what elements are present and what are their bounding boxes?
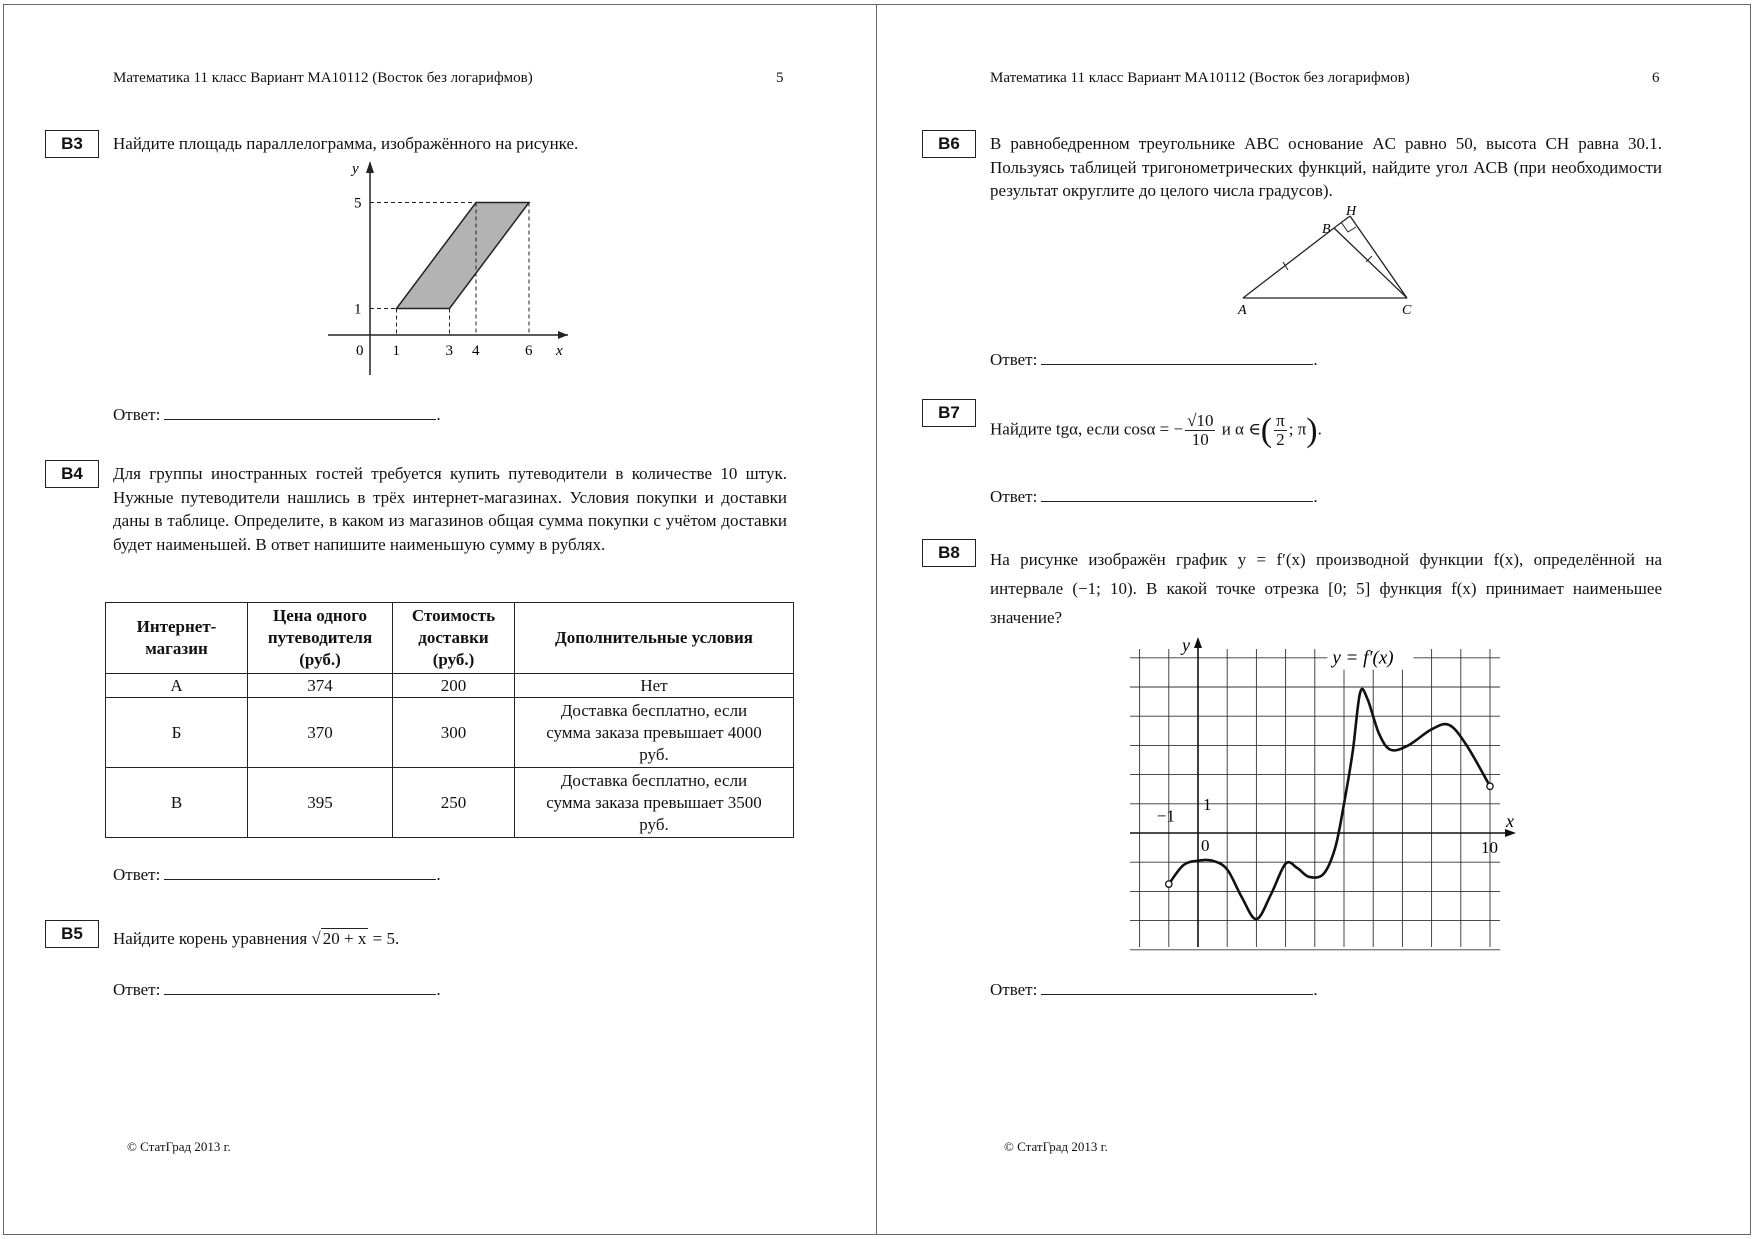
- b6-answer: Ответ: .: [990, 350, 1318, 369]
- table-cell: Доставка бесплатно, если сумма заказа превышает 3500 руб.: [515, 768, 794, 838]
- y-axis-label: y: [1182, 635, 1190, 655]
- b7-question: Найдите tgα, если cosα = − $\frac{√10}{10}$ и α ∈( $\frac{\pi}{2}$ ; π).: [990, 411, 1322, 449]
- b7-text-a: Найдите tgα, если cosα = −: [990, 419, 1184, 439]
- y-axis-arrow: [366, 161, 374, 173]
- b7-text-c: ; π: [1288, 419, 1307, 439]
- table-header: Дополнительные условия: [515, 603, 794, 674]
- x-tick-ten: 10: [1481, 838, 1498, 857]
- b4-answer: Ответ: .: [113, 865, 441, 884]
- x-tick-label: 6: [525, 343, 533, 359]
- b5-radicand: 20 + x: [322, 929, 367, 948]
- table-header: Стоимость доставки (руб.): [393, 603, 515, 674]
- vertex-a: A: [1238, 303, 1247, 318]
- b7-fraction-1: [1185, 412, 1215, 449]
- table-cell: 370: [248, 698, 393, 768]
- b7-frac1-num: √10: [1187, 411, 1214, 430]
- task-badge-b8: B8: [922, 539, 976, 567]
- table-cell: Доставка бесплатно, если сумма заказа превышает 4000 руб.: [515, 698, 794, 768]
- x-tick-label: 3: [445, 343, 453, 359]
- b4-answer-label: Ответ:: [113, 865, 161, 884]
- y-axis-label: y: [352, 161, 359, 177]
- b7-text-b: и α ∈: [1221, 419, 1261, 439]
- b8-answer-line[interactable]: [1041, 980, 1313, 995]
- vertex-b: B: [1322, 222, 1331, 237]
- b7-fraction-2: [1274, 412, 1287, 449]
- origin-label: 0: [356, 343, 364, 359]
- b6-answer-line[interactable]: [1041, 350, 1313, 365]
- table-header: Цена одного путеводителя (руб.): [248, 603, 393, 674]
- b7-frac2-num: π: [1276, 411, 1285, 430]
- left-page-number: 5: [776, 70, 784, 86]
- task-badge-b7: B7: [922, 399, 976, 427]
- vertex-c: C: [1402, 303, 1412, 318]
- vertex-h: H: [1346, 204, 1357, 219]
- b7-answer: Ответ: .: [990, 487, 1318, 506]
- derivative-graph: [1120, 635, 1520, 955]
- right-footer: © СтатГрад 2013 г.: [1004, 1139, 1108, 1154]
- shops-table: [105, 602, 794, 838]
- b5-answer-line[interactable]: [164, 980, 436, 995]
- b5-answer: Ответ: .: [113, 980, 441, 999]
- parallelogram: [397, 203, 530, 309]
- task-badge-b3: B3: [45, 130, 99, 158]
- b7-frac1-den: 10: [1191, 430, 1209, 449]
- triangle-figure: [1230, 198, 1430, 318]
- table-row: [106, 768, 794, 838]
- page-divider: [876, 4, 877, 1235]
- right-page-number: 6: [1652, 70, 1660, 86]
- table-cell: 250: [393, 768, 515, 838]
- table-cell: Нет: [515, 674, 794, 698]
- y-tick-one: 1: [1203, 794, 1212, 814]
- b8-question: На рисунке изображён график y = f′(x) производной функции f(x), определённой на интервале (−1; 10). В какой точке отрезка [0; 5] функция f(x) принимает наименьшее значение?: [990, 550, 1662, 627]
- b6-answer-label: Ответ:: [990, 350, 1038, 369]
- table-cell: 395: [248, 768, 393, 838]
- open-endpoint-left: [1166, 881, 1172, 887]
- table-row: [106, 674, 794, 698]
- left-page-header: Математика 11 класс Вариант МА10112 (Восток без логарифмов): [113, 70, 533, 86]
- b3-answer-line[interactable]: [164, 405, 436, 420]
- b8-answer-label: Ответ:: [990, 980, 1038, 999]
- open-endpoint-right: [1487, 783, 1493, 789]
- b7-answer-line[interactable]: [1041, 487, 1313, 502]
- b6-question: В равнобедренном треугольнике ABC основание AC равно 50, высота CH равна 30.1. Пользуясь таблицей тригонометрических функций, найдите угол ACB (при необходимости результат округлите до целого числа градусов).: [990, 134, 1662, 200]
- b3-question: Найдите площадь параллелограмма, изображённого на рисунке.: [113, 134, 579, 153]
- table-header: Интернет-магазин: [106, 603, 248, 674]
- parallelogram-figure: [320, 155, 580, 380]
- y-tick-label: 5: [354, 195, 362, 212]
- x-tick-label: 1: [392, 343, 400, 359]
- table-cell: 374: [248, 674, 393, 698]
- task-badge-b5: B5: [45, 920, 99, 948]
- b7-frac2-den: 2: [1276, 430, 1285, 449]
- b5-rhs: = 5.: [372, 929, 400, 948]
- b5-answer-label: Ответ:: [113, 980, 161, 999]
- table-cell: А: [106, 674, 248, 698]
- curve-label: y = f′(x): [1332, 647, 1394, 669]
- left-footer: © СтатГрад 2013 г.: [127, 1139, 231, 1154]
- b3-answer: Ответ: .: [113, 405, 441, 424]
- task-badge-b4: B4: [45, 460, 99, 488]
- origin-label: 0: [1201, 836, 1210, 855]
- x-tick-minus-one: −1: [1156, 806, 1175, 826]
- x-axis-label: x: [556, 343, 563, 359]
- b4-answer-line[interactable]: [164, 865, 436, 880]
- x-axis-label: x: [1506, 811, 1514, 831]
- table-cell: 200: [393, 674, 515, 698]
- x-tick-label: 4: [472, 343, 480, 359]
- b3-answer-label: Ответ:: [113, 405, 161, 424]
- y-tick-label: 1: [354, 301, 362, 318]
- b5-question: Найдите корень уравнения √ 20 + x = 5.: [113, 929, 400, 948]
- x-axis-arrow: [558, 331, 568, 339]
- b5-text: Найдите корень уравнения: [113, 929, 308, 948]
- b7-answer-label: Ответ:: [990, 487, 1038, 506]
- b4-question: Для группы иностранных гостей требуется купить путеводители в количестве 10 штук. Нужные путеводители нашлись в трёх интернет-магазинах. Условия покупки и доставки даны в таблице. Определите, в каком из магазинов общая сумма покупки с учётом доставки будет наименьшей. В ответ напишите наименьшую сумму в рублях.: [113, 464, 787, 554]
- table-row: [106, 698, 794, 768]
- right-page-header: Математика 11 класс Вариант МА10112 (Восток без логарифмов): [990, 70, 1410, 86]
- table-cell: В: [106, 768, 248, 838]
- task-badge-b6: B6: [922, 130, 976, 158]
- table-cell: 300: [393, 698, 515, 768]
- y-axis-arrow: [1194, 637, 1202, 648]
- b8-answer: Ответ: .: [990, 980, 1318, 999]
- table-cell: Б: [106, 698, 248, 768]
